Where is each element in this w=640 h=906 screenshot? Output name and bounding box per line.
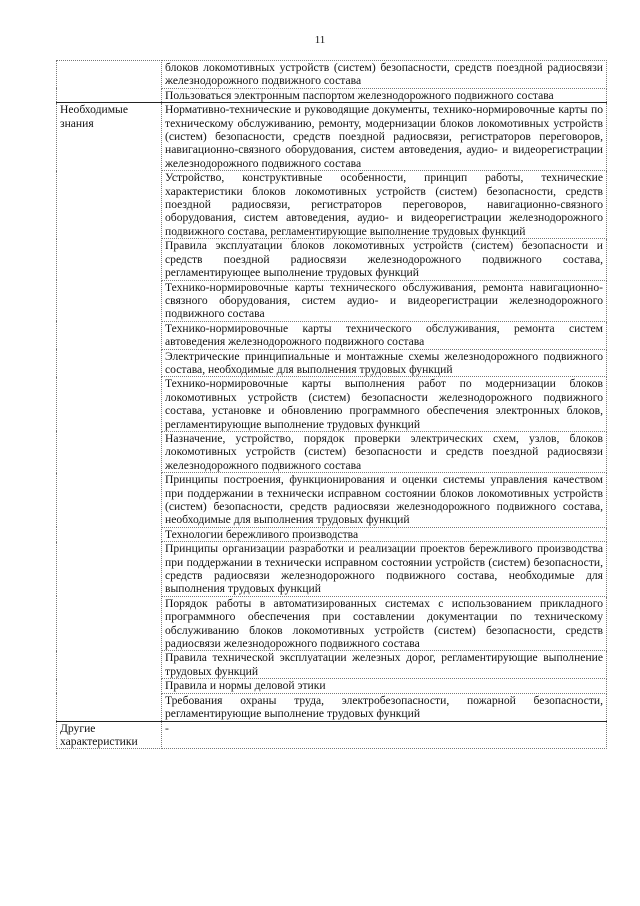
knowledge-text: Нормативно-технические и руководящие документы, технико-нормировочные карты по техническому обслуживанию, ремонту, модернизации блоков локомотивных устройств (систем) безопасности, средств поездной радиосвязи, регистраторов переговоров, навигационно-связного оборудования, систем автоведения, аудио- и видеорегистрации железнодорожного подвижного состава xyxy=(162,103,607,171)
knowledge-label: Необходимые знания xyxy=(57,103,162,721)
knowledge-text: Правила технической эксплуатации железных дорог, регламентирующие выполнение трудовых функций xyxy=(162,651,607,679)
table-row xyxy=(57,103,607,171)
other-characteristics-label: Другие характеристики xyxy=(57,721,162,749)
knowledge-text: Правила эксплуатации блоков локомотивных устройств (систем) безопасности и средств поездной радиосвязи железнодорожного подвижного состава, регламентирующее выполнение трудовых функций xyxy=(162,239,607,280)
table-row xyxy=(57,61,607,89)
table-row xyxy=(57,721,607,749)
knowledge-text: Технологии бережливого производства xyxy=(162,527,607,541)
empty-label-cell xyxy=(57,61,162,103)
knowledge-text: Технико-нормировочные карты выполнения работ по модернизации блоков локомотивных устройств (систем) безопасности железнодорожного подвижного состава, установке и обновлению программного обеспечения электронных блоков, регламентирующие выполнение трудовых функций xyxy=(162,377,607,432)
knowledge-text: Правила и нормы деловой этики xyxy=(162,679,607,693)
page-number: 11 xyxy=(314,34,326,46)
knowledge-text: Порядок работы в автоматизированных системах с использованием прикладного программного обеспечения при составлении документации по техническому обслуживанию блоков локомотивных устройств (систем) безопасности, средств радиосвязи железнодорожного подвижного состава xyxy=(162,596,607,651)
knowledge-text: Назначение, устройство, порядок проверки электрических схем, узлов, блоков локомотивных устройств (систем) безопасности и средств поездной радиосвязи железнодорожного подвижного состава xyxy=(162,431,607,472)
other-characteristics-value: - xyxy=(162,721,607,749)
knowledge-text: Устройство, конструктивные особенности, принцип работы, технические характеристики блоков локомотивных устройств (систем) безопасности, средств поездной радиосвязи, регистраторов переговоров, навигационно-связного оборудования, систем автоведения, аудио- и видеорегистрации железнодорожного подвижного состава, регламентирующие выполнение трудовых функций xyxy=(162,171,607,239)
knowledge-text: Требования охраны труда, электробезопасности, пожарной безопасности, регламентирующие выполнение трудовых функций xyxy=(162,693,607,721)
knowledge-text: Технико-нормировочные карты технического обслуживания, ремонта систем автоведения железнодорожного подвижного состава xyxy=(162,321,607,349)
qualification-table xyxy=(56,60,607,749)
knowledge-text: Принципы организации разработки и реализации проектов бережливого производства при поддержании в технически исправном состоянии устройств (систем) безопасности, средств радиосвязи железнодорожного подвижного состава, необходимые для выполнения трудовых функций xyxy=(162,542,607,597)
knowledge-text: Технико-нормировочные карты технического обслуживания, ремонта навигационно-связного оборудования, систем аудио- и видеорегистрации железнодорожного подвижного состава xyxy=(162,280,607,321)
skill-text: блоков локомотивных устройств (систем) безопасности, средств поездной радиосвязи железнодорожного подвижного состава xyxy=(162,61,607,89)
skill-text: Пользоваться электронным паспортом железнодорожного подвижного состава xyxy=(162,88,607,102)
knowledge-text: Принципы построения, функционирования и оценки системы управления качеством при поддержании в технически исправном состоянии блоков локомотивных устройств (систем) безопасности, средств радиосвязи железнодорожного подвижного состава, необходимые для выполнения трудовых функций xyxy=(162,473,607,528)
knowledge-text: Электрические принципиальные и монтажные схемы железнодорожного подвижного состава, необходимые для выполнения трудовых функций xyxy=(162,349,607,377)
